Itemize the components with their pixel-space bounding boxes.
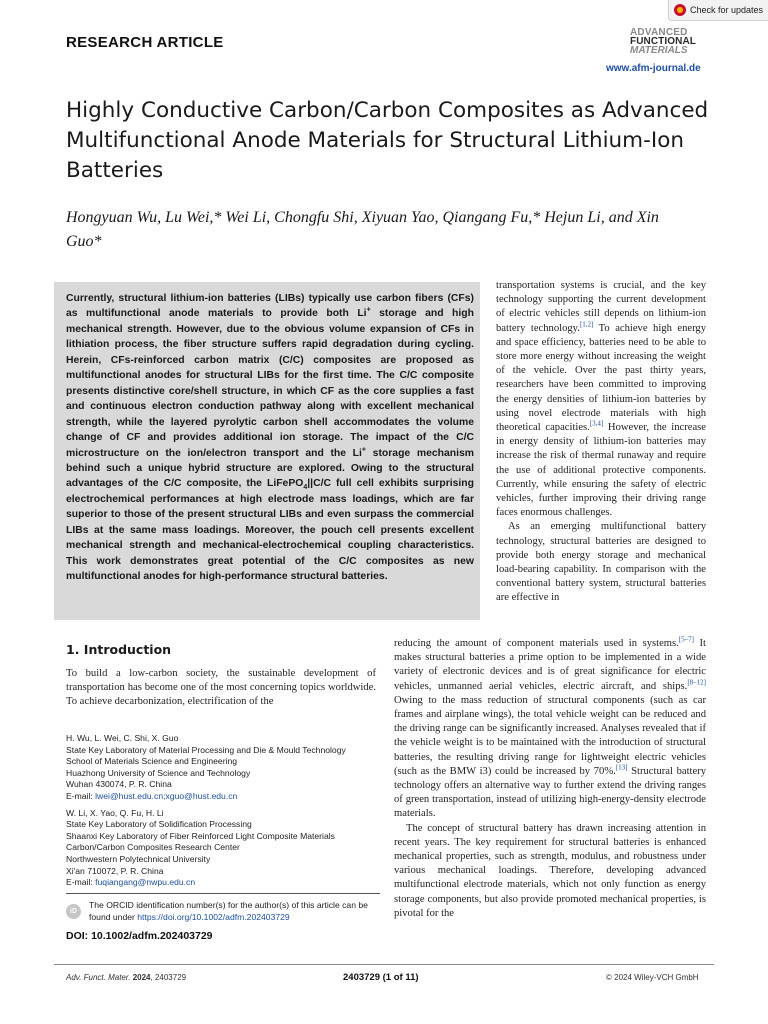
body-paragraph: As an emerging multifunctional battery technology, structural batteries are designed to provide both energy storage and mechanical load-bearing capability. In comparison with the conventional battery system, structural batteries are effective in — [496, 521, 706, 604]
crossmark-icon — [674, 4, 686, 16]
abstract-sup: + — [366, 306, 371, 314]
journal-url-link[interactable]: www.afm-journal.de — [606, 63, 701, 74]
email-label: E-mail: — [66, 790, 96, 801]
affiliation-names: W. Li, X. Yao, Q. Fu, H. Li — [66, 807, 164, 818]
abstract-part: Currently, structural lithium-ion batteries (LIBs) typically use carbon fibers (CFs) as multifunctional anode materials to provide both Li — [66, 293, 474, 320]
doi-label: DOI: 10.1002/adfm.202403729 — [66, 930, 213, 942]
affiliation-names: H. Wu, L. Wei, C. Shi, X. Guo — [66, 733, 179, 743]
citation-link[interactable]: [3,4] — [589, 419, 604, 428]
check-for-updates-label: Check for updates — [690, 5, 764, 15]
paper-title: Highly Conductive Carbon/Carbon Composites as Advanced Multifunctional Anode Materials for Structural Lithium-Ion Batteries — [66, 98, 709, 183]
body-paragraph: The concept of structural battery has drawn increasing attention in recent years. The key requirement for structural batteries is enhanced mechanical properties, such as strength, modulus, and robustness under various mechanical loadings. Therefore, developing advanced multifunctional electrode materials, which not only function as energy storage components, but also provide promoted mechanical properties, is pivotal for the — [394, 822, 706, 919]
body-text: transportation systems is crucial, and the key technology supporting the current development of electric vehicles still depends on lithium-ion battery technology. — [496, 280, 706, 334]
journal-logo-line2: FUNCTIONAL — [630, 36, 696, 47]
footer-journal: Adv. Funct. Mater. — [66, 973, 131, 982]
body-text: Owing to the mass reduction of structural components (such as car frames and airplane wings), the total vehicle weight can be reduced and the driving range can be significantly increased. Analyses revealed that if the vehicle weight is to be maintained with the introduction of structural batteries, the resulting driving range for lightweight electric vehicles (such as the BMW i3) could be increased by 70%. — [394, 694, 706, 777]
affiliation-line: Shaanxi Key Laboratory of Fiber Reinforced Light Composite Materials — [66, 830, 335, 841]
body-text: reducing the amount of component materials used in systems. — [394, 638, 679, 649]
page-number: 2403729 (1 of 11) — [343, 972, 419, 983]
affiliations — [66, 733, 386, 889]
citation-link[interactable]: [5–7] — [678, 635, 694, 644]
affiliation-email — [66, 791, 386, 803]
affiliation-line: State Key Laboratory of Material Processing and Die & Mould Technology — [66, 744, 346, 755]
citation-link[interactable]: [8–12] — [687, 678, 706, 687]
abstract-part: storage mechanism behind such a unique hybrid structure are explored. Owing to the structural advantages of the C/C composite, the LiFePO — [66, 447, 475, 490]
orcid-text: The ORCID identification number(s) for the author(s) of this article can be found under — [89, 900, 368, 922]
affiliation-line: State Key Laboratory of Solidification Processing — [66, 819, 252, 830]
body-text: It makes structural batteries a prime option to be implemented in a wide variety of electronic devices and is of great significance for electric vehicles, unmanned aerial vehicles, electric aircraft, and ships. — [394, 638, 706, 692]
email-link[interactable]: fuqiangang@nwpu.edu.cn — [95, 877, 196, 888]
body-text: Structural battery technology offers an alternative way to further extend the driving ranges of green transportation, instead of utilizing high-energy-density electrode materials. — [394, 765, 706, 820]
journal-logo — [630, 28, 706, 55]
affiliation-divider — [66, 893, 380, 894]
abstract-text — [66, 291, 474, 585]
introduction-text: To build a low-carbon society, the sustainable development of transportation has become one of the most concerning topics worldwide. To achieve decarbonization, electrification of the — [66, 668, 376, 708]
citation-link[interactable]: [1,2] — [579, 320, 594, 329]
orcid-note — [89, 900, 383, 923]
abstract-part: storage and high mechanical strength. However, due to the obvious volume expansion of CFs in lithiation process, the fiber structure suffers rapid degradation during cycling. Herein, CFs-reinforced carbon matrix (C/C) composites are proposed as multifunctional anodes for structural LIBs for the first time. The C/C composite presents distinctive core/shell structure, in which CF as the core supplies a fast and continuous electron conduction pathway along with excellent mechanical strength, while the layered pyrolytic carbon shell accommodates the volume change of CF and provides additional ion storage. The impact of the C/C microstructure on the ion/electron transport and the Li — [66, 308, 474, 459]
body-paragraph — [496, 279, 706, 520]
affiliation-line: Xi'an 710072, P. R. China — [66, 865, 164, 876]
footer-divider — [54, 964, 714, 965]
affiliation-line: School of Materials Science and Engineering — [66, 756, 238, 767]
author-list: Hongyuan Wu, Lu Wei,* Wei Li, Chongfu Shi, Xiyuan Yao, Qiangang Fu,* Hejun Li, and Xin Guo* — [66, 209, 659, 250]
affiliation-line: Huazhong University of Science and Technology — [66, 767, 251, 778]
abstract-sub: 4 — [303, 484, 308, 492]
abstract-sup: + — [361, 446, 367, 454]
footer-citation — [66, 973, 186, 982]
body-text: To achieve high energy and space efficiency, batteries need to be able to store more energy without increasing the weight of the vehicle. Over the past thirty years, researchers have been committed to improving the energy densities of lithium-ion batteries by using novel electrode materials with high theoretical capacities. — [496, 322, 707, 434]
abstract-part: ||C/C full cell exhibits surprising electrochemical performances at high electrode mass loadings, which are far superior to those of the present structural LIBs and even surpass the commercial LIBs at the same mass loadings. Moreover, the pouch cell presents excellent mechanical strength and mechanical-electrochemical coupling characteristics. This work demonstrates great potential of the C/C composites as new multifunctional anodes for high-performance structural batteries. — [66, 478, 474, 583]
orcid-icon: iD — [66, 904, 81, 919]
affiliation-line: Northwestern Polytechnical University — [66, 853, 211, 864]
journal-logo-line1: ADVANCED — [630, 27, 688, 38]
email-label: E-mail: — [66, 877, 96, 888]
body-paragraph — [394, 637, 706, 822]
email-link[interactable]: lwei@hust.edu.cn;xguo@hust.edu.cn — [95, 790, 238, 801]
journal-logo-line3: MATERIALS — [630, 45, 688, 56]
footer-year: 2024 — [132, 973, 151, 982]
citation-link[interactable]: [13] — [615, 763, 628, 772]
footer-article-no: , 2403729 — [150, 973, 187, 982]
body-text: However, the increase in energy density of lithium-ion batteries may increase the risk of thermal runaway and require the use of additional protective components. Currently, while ensuring the safety of electric vehicles, further improving their driving range faces enormous challenges. — [496, 422, 706, 519]
article-type-label: RESEARCH ARTICLE — [66, 34, 224, 51]
copyright: © 2024 Wiley-VCH GmbH — [606, 973, 699, 982]
section-heading-introduction: 1. Introduction — [66, 642, 172, 657]
affiliation-email — [66, 877, 386, 889]
affiliation-line: Carbon/Carbon Composites Research Center — [66, 842, 240, 853]
right-column-bottom — [394, 637, 706, 921]
orcid-doi-link[interactable]: https://doi.org/10.1002/adfm.202403729 — [137, 911, 290, 922]
check-for-updates-button[interactable] — [668, 0, 768, 21]
right-column-top — [496, 279, 706, 606]
affiliation-line: Wuhan 430074, P. R. China — [66, 779, 172, 790]
